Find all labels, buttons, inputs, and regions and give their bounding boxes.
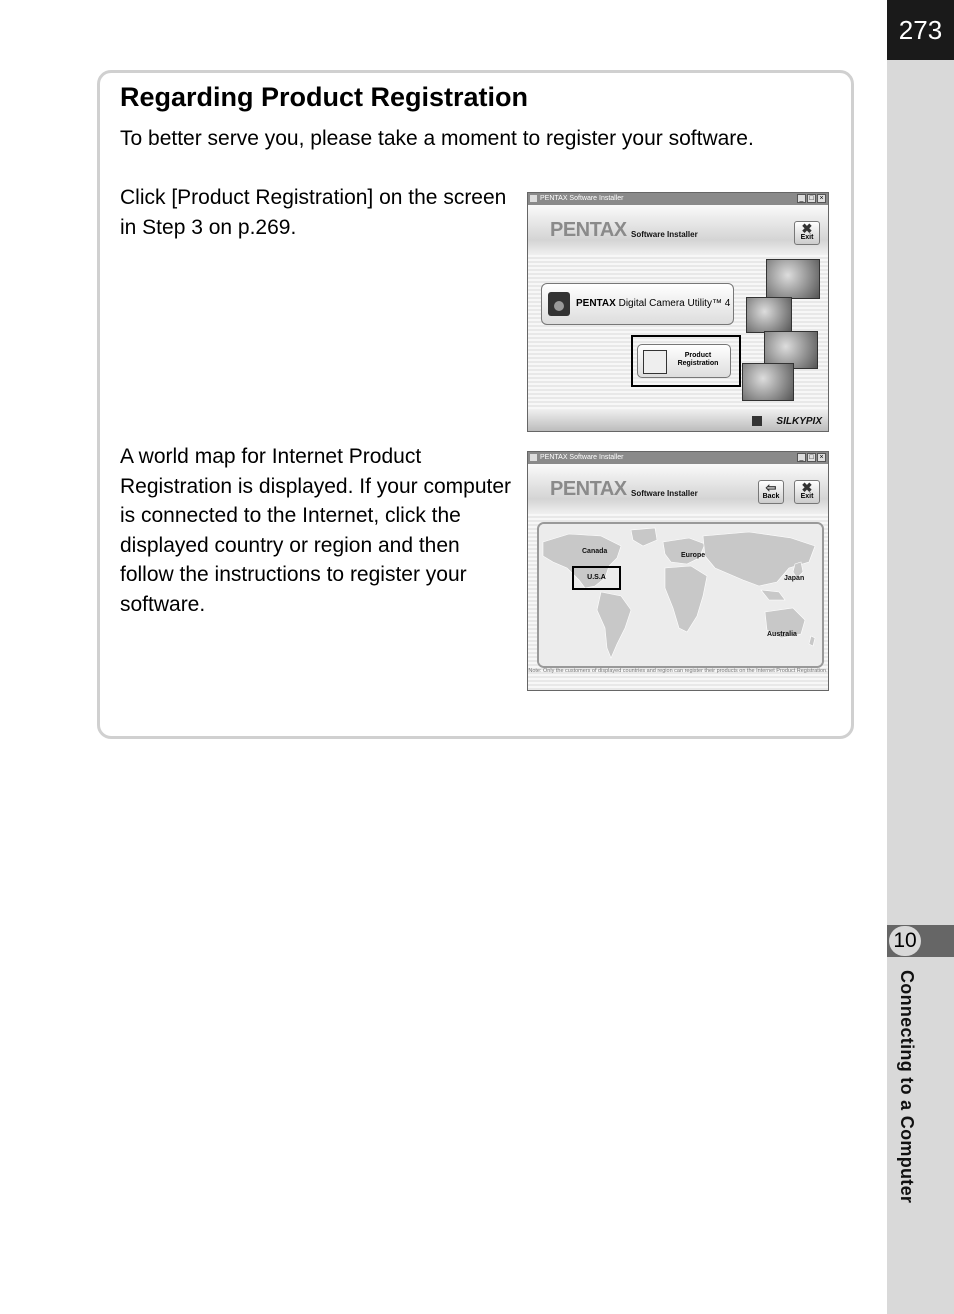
region-japan[interactable]: Japan xyxy=(784,575,805,582)
installer-subtitle: Software Installer xyxy=(631,489,698,498)
close-button[interactable]: × xyxy=(817,453,826,462)
silkypix-logo-mark xyxy=(752,416,762,426)
exit-icon: ✖ xyxy=(801,221,813,236)
chapter-number: 10 xyxy=(889,926,921,956)
product-registration-label: Product Registration xyxy=(677,352,719,367)
close-button[interactable]: × xyxy=(817,194,826,203)
region-australia[interactable]: Australia xyxy=(767,631,797,638)
section-intro: To better serve you, please take a moment to register your software. xyxy=(120,127,754,150)
camera-icon xyxy=(548,292,570,316)
exit-button[interactable] xyxy=(794,480,820,504)
chapter-title: Connecting to a Computer xyxy=(897,970,917,1204)
pentax-logo: PENTAX xyxy=(550,219,627,241)
sample-photos xyxy=(760,259,822,399)
region-europe[interactable]: Europe xyxy=(681,552,706,559)
back-button[interactable] xyxy=(758,480,784,504)
silkypix-logo: SILKYPIX xyxy=(776,416,822,427)
window-icon xyxy=(530,454,537,461)
exit-icon: ✖ xyxy=(801,480,813,495)
back-label: Back xyxy=(762,493,780,500)
product-registration-button[interactable] xyxy=(637,344,731,378)
exit-label: Exit xyxy=(800,234,814,241)
region-usa[interactable]: U.S.A xyxy=(572,566,621,590)
minimize-button[interactable]: _ xyxy=(797,194,806,203)
window-icon xyxy=(530,195,537,202)
section-heading: Regarding Product Registration xyxy=(120,82,529,112)
registration-icon xyxy=(643,350,667,374)
region-canada[interactable]: Canada xyxy=(582,548,608,555)
back-icon: ⇦ xyxy=(765,480,777,495)
page-number: 273 xyxy=(887,0,954,60)
world-map-screenshot xyxy=(527,451,829,691)
pentax-logo: PENTAX xyxy=(550,478,627,500)
installer-subtitle: Software Installer xyxy=(631,230,698,239)
maximize-button[interactable]: □ xyxy=(807,194,816,203)
exit-button[interactable] xyxy=(794,221,820,245)
exit-label: Exit xyxy=(800,493,814,500)
step-2-text: A world map for Internet Product Registration is displayed. If your computer is connected to the Internet, click the displayed country or region and then follow the instructions to register your software. xyxy=(120,445,512,616)
registration-note: Note: Only the customers of displayed countries and region can register their products on the Internet Product Registration. xyxy=(528,668,828,674)
window-titlebar xyxy=(528,452,828,464)
app-label: PENTAX Digital Camera Utility™ 4 xyxy=(576,298,731,309)
world-map-graphic xyxy=(539,524,822,666)
window-titlebar xyxy=(528,193,828,205)
window-title: PENTAX Software Installer xyxy=(540,454,624,461)
step-1-text: Click [Product Registration] on the screen in Step 3 on p.269. xyxy=(120,186,507,239)
minimize-button[interactable]: _ xyxy=(797,453,806,462)
world-map xyxy=(537,522,824,668)
window-title: PENTAX Software Installer xyxy=(540,195,624,202)
installer-screenshot xyxy=(527,192,829,432)
maximize-button[interactable]: □ xyxy=(807,453,816,462)
digital-camera-utility-button[interactable] xyxy=(541,283,734,325)
